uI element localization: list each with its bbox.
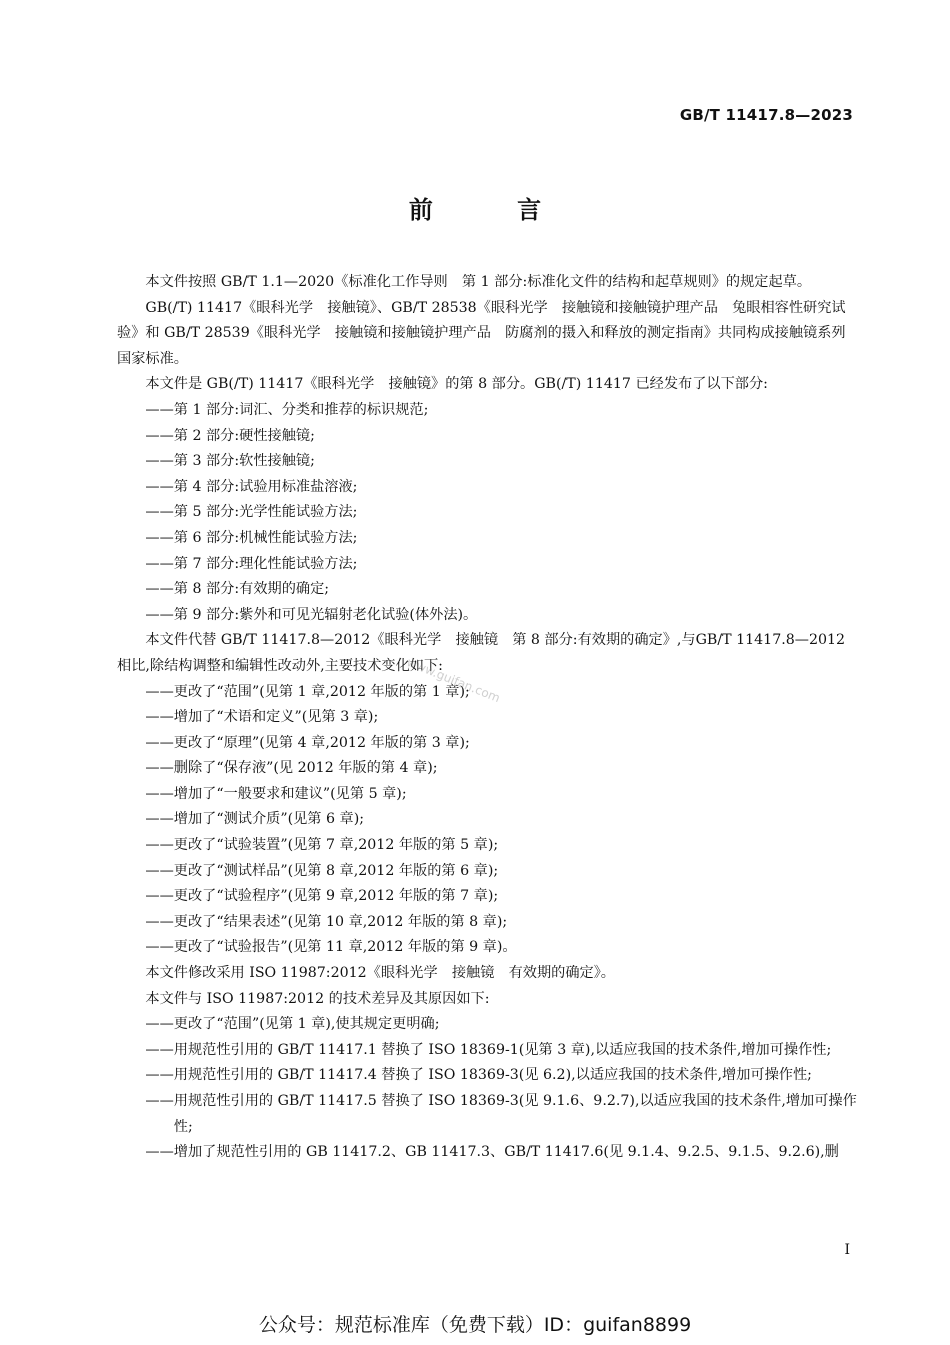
change-item: ——删除了“保存液”(见 2012 年版的第 4 章); — [145, 760, 438, 777]
change-item: ——增加了“测试介质”(见第 6 章); — [145, 811, 365, 828]
standard-number: GB/T 11417.8—2023 — [679, 106, 853, 124]
intro-paragraph-2: GB(/T) 11417《眼科光学 接触镜》、GB/T 28538《眼科光学 接触镜和接触镜护理产品 兔眼相容性研究试验》和 GB/T 28539《眼科光学 接触镜和接触镜护理产品 防腐剂的摄入和释放的测定指南》共同构成接触镜系列国家标准。 — [117, 299, 846, 367]
iso-diff-item: ——用规范性引用的 GB/T 11417.4 替换了 ISO 18369-3(见 6.2),以适应我国的技术条件,增加可操作性; — [145, 1067, 812, 1084]
change-item: ——更改了“试验装置”(见第 7 章,2012 年版的第 5 章); — [145, 837, 499, 854]
page-title: 前 言 — [408, 196, 580, 224]
change-item: ——增加了“一般要求和建议”(见第 5 章); — [145, 785, 407, 802]
intro-paragraph-1: 本文件按照 GB/T 1.1—2020《标准化工作导则 第 1 部分:标准化文件的结构和起草规则》的规定起草。 — [145, 274, 812, 290]
part-item: ——第 5 部分:光学性能试验方法; — [145, 504, 358, 521]
footer-banner: 公众号：规范标准库（免费下载）ID：guifan8899 — [258, 1314, 692, 1336]
iso-diff-intro: 本文件与 ISO 11987:2012 的技术差异及其原因如下: — [145, 990, 490, 1007]
part-item: ——第 7 部分:理化性能试验方法; — [145, 555, 358, 572]
change-item: ——更改了“原理”(见第 4 章,2012 年版的第 3 章); — [145, 734, 470, 751]
part-item: ——第 2 部分:硬性接触镜; — [145, 427, 315, 444]
intro-paragraph-3: 本文件是 GB(/T) 11417《眼科光学 接触镜》的第 8 部分。GB(/T) 11417 已经发布了以下部分: — [145, 376, 768, 393]
watermark: www.guifan.com — [404, 655, 503, 706]
part-item: ——第 3 部分:软性接触镜; — [145, 453, 315, 470]
change-item: ——更改了“测试样品”(见第 8 章,2012 年版的第 6 章); — [145, 862, 499, 879]
iso-diff-item: ——用规范性引用的 GB/T 11417.5 替换了 ISO 18369-3(见 9.1.6、9.2.7),以适应我国的技术条件,增加可操作性; — [145, 1093, 857, 1135]
change-item: ——更改了“试验报告”(见第 11 章,2012 年版的第 9 章)。 — [145, 939, 517, 956]
iso-adopt-paragraph: 本文件修改采用 ISO 11987:2012《眼科光学 接触镜 有效期的确定》。 — [145, 965, 615, 982]
replace-paragraph: 本文件代替 GB/T 11417.8—2012《眼科光学 接触镜 第 8 部分:有效期的确定》,与GB/T 11417.8—2012 相比,除结构调整和编辑性改动外,主要技术变化如下: — [117, 632, 846, 674]
foreword-body — [117, 270, 857, 1166]
part-item: ——第 1 部分:词汇、分类和推荐的标识规范; — [145, 401, 429, 418]
change-item: ——更改了“范围”(见第 1 章,2012 年版的第 1 章); — [145, 683, 470, 700]
iso-diff-item: ——用规范性引用的 GB/T 11417.1 替换了 ISO 18369-1(见第 3 章),以适应我国的技术条件,增加可操作性; — [145, 1041, 832, 1058]
iso-diff-item: ——增加了规范性引用的 GB 11417.2、GB 11417.3、GB/T 11417.6(见 9.1.4、9.2.5、9.1.5、9.2.6),删 — [145, 1144, 839, 1161]
page-number: I — [844, 1242, 850, 1258]
change-item: ——增加了“术语和定义”(见第 3 章); — [145, 709, 379, 726]
part-item: ——第 9 部分:紫外和可见光辐射老化试验(体外法)。 — [145, 606, 478, 623]
iso-diff-item: ——更改了“范围”(见第 1 章),使其规定更明确; — [145, 1016, 440, 1033]
part-item: ——第 6 部分:机械性能试验方法; — [145, 529, 358, 546]
change-item: ——更改了“试验程序”(见第 9 章,2012 年版的第 7 章); — [145, 888, 499, 905]
part-item: ——第 4 部分:试验用标准盐溶液; — [145, 478, 358, 495]
part-item: ——第 8 部分:有效期的确定; — [145, 581, 330, 598]
change-item: ——更改了“结果表述”(见第 10 章,2012 年版的第 8 章); — [145, 913, 508, 930]
